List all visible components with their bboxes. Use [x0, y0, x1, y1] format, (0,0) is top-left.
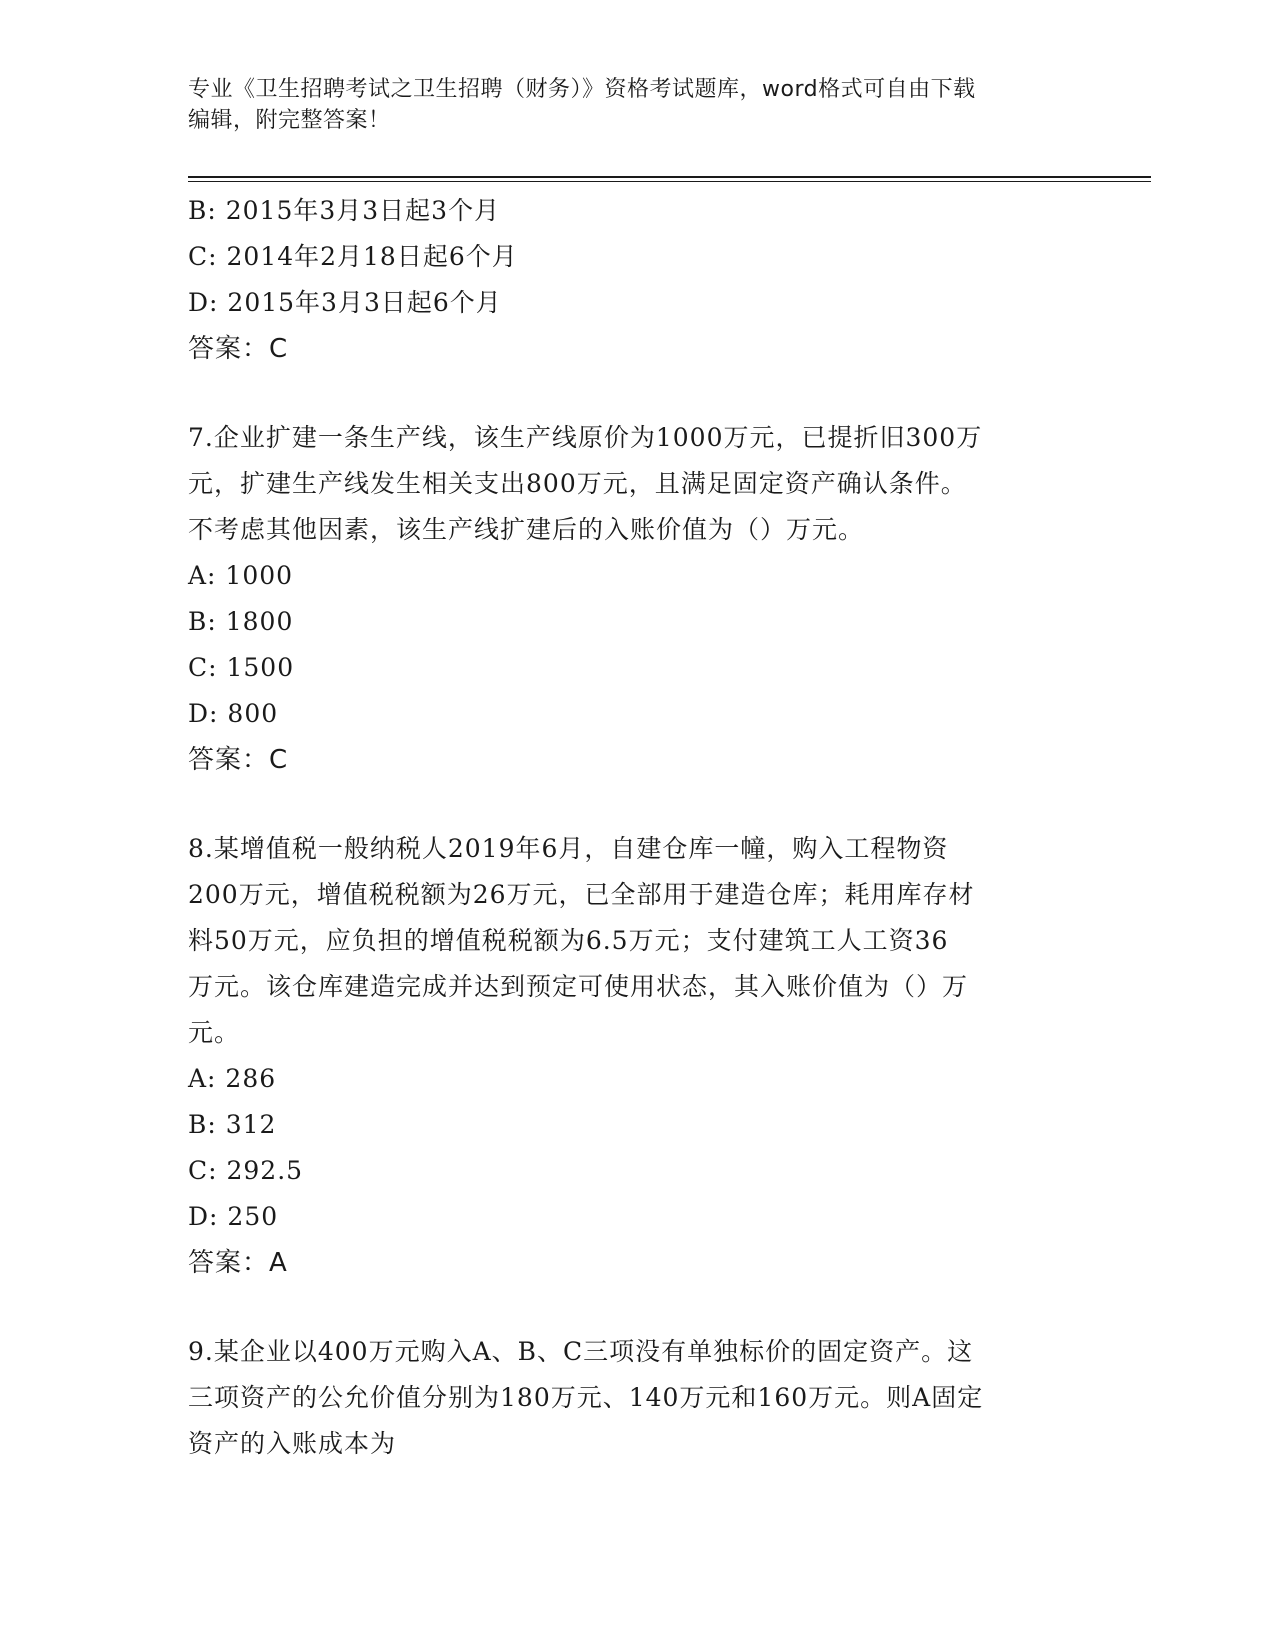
question-text-line: 资产的入账成本为: [188, 1429, 397, 1458]
option-a: A: 286: [188, 1064, 277, 1093]
option-d: D: 250: [188, 1202, 279, 1231]
question-list: [188, 188, 1088, 1467]
header-divider-thick: [188, 176, 1151, 178]
question-text: [188, 826, 1088, 1056]
answer-line: 答案：C: [188, 745, 289, 775]
question-text-line: 万元。该仓库建造完成并达到预定可使用状态，其入账价值为（）万: [188, 972, 969, 1001]
question-text-line: 三项资产的公允价值分别为180万元、140万元和160万元。则A固定: [188, 1383, 984, 1412]
question-text-line: 200万元，增值税税额为26万元，已全部用于建造仓库；耗用库存材: [188, 880, 975, 909]
option-c: C: 292.5: [188, 1156, 304, 1185]
header-divider-thin: [188, 181, 1151, 182]
option-c: C: 2014年2月18日起6个月: [188, 242, 518, 271]
question-text-line: 7.企业扩建一条生产线，该生产线原价为1000万元，已提折旧300万: [188, 423, 983, 452]
option-c: C: 1500: [188, 653, 295, 682]
answer-line: 答案：A: [188, 1248, 288, 1278]
question-text-line: 9.某企业以400万元购入A、B、C三项没有单独标价的固定资产。这: [188, 1337, 974, 1366]
question-text-line: 元。: [188, 1018, 241, 1047]
option-b: B: 312: [188, 1110, 277, 1139]
question-text: [188, 415, 1088, 553]
option-b: B: 2015年3月3日起3个月: [188, 196, 501, 225]
header-line-2: 编辑，附完整答案！: [188, 108, 391, 133]
question-9: [188, 1329, 1088, 1467]
option-a: A: 1000: [188, 561, 294, 590]
option-b: B: 1800: [188, 607, 294, 636]
header-line-1: 专业《卫生招聘考试之卫生招聘（财务）》资格考试题库，word格式可自由下载: [188, 77, 976, 102]
question-7: [188, 415, 1088, 783]
document-header: [188, 74, 1088, 136]
question-text-line: 料50万元，应负担的增值税税额为6.5万元；支付建筑工人工资36: [188, 926, 949, 955]
question-text-line: 不考虑其他因素，该生产线扩建后的入账价值为（）万元。: [188, 515, 865, 544]
prev-question-block: [188, 188, 1088, 372]
option-d: D: 800: [188, 699, 279, 728]
answer-line: 答案：C: [188, 334, 289, 364]
option-d: D: 2015年3月3日起6个月: [188, 288, 502, 317]
question-8: [188, 826, 1088, 1286]
question-text-line: 元，扩建生产线发生相关支出800万元，且满足固定资产确认条件。: [188, 469, 967, 498]
question-text-line: 8.某增值税一般纳税人2019年6月，自建仓库一幢，购入工程物资: [188, 834, 949, 863]
question-text: [188, 1329, 1088, 1467]
